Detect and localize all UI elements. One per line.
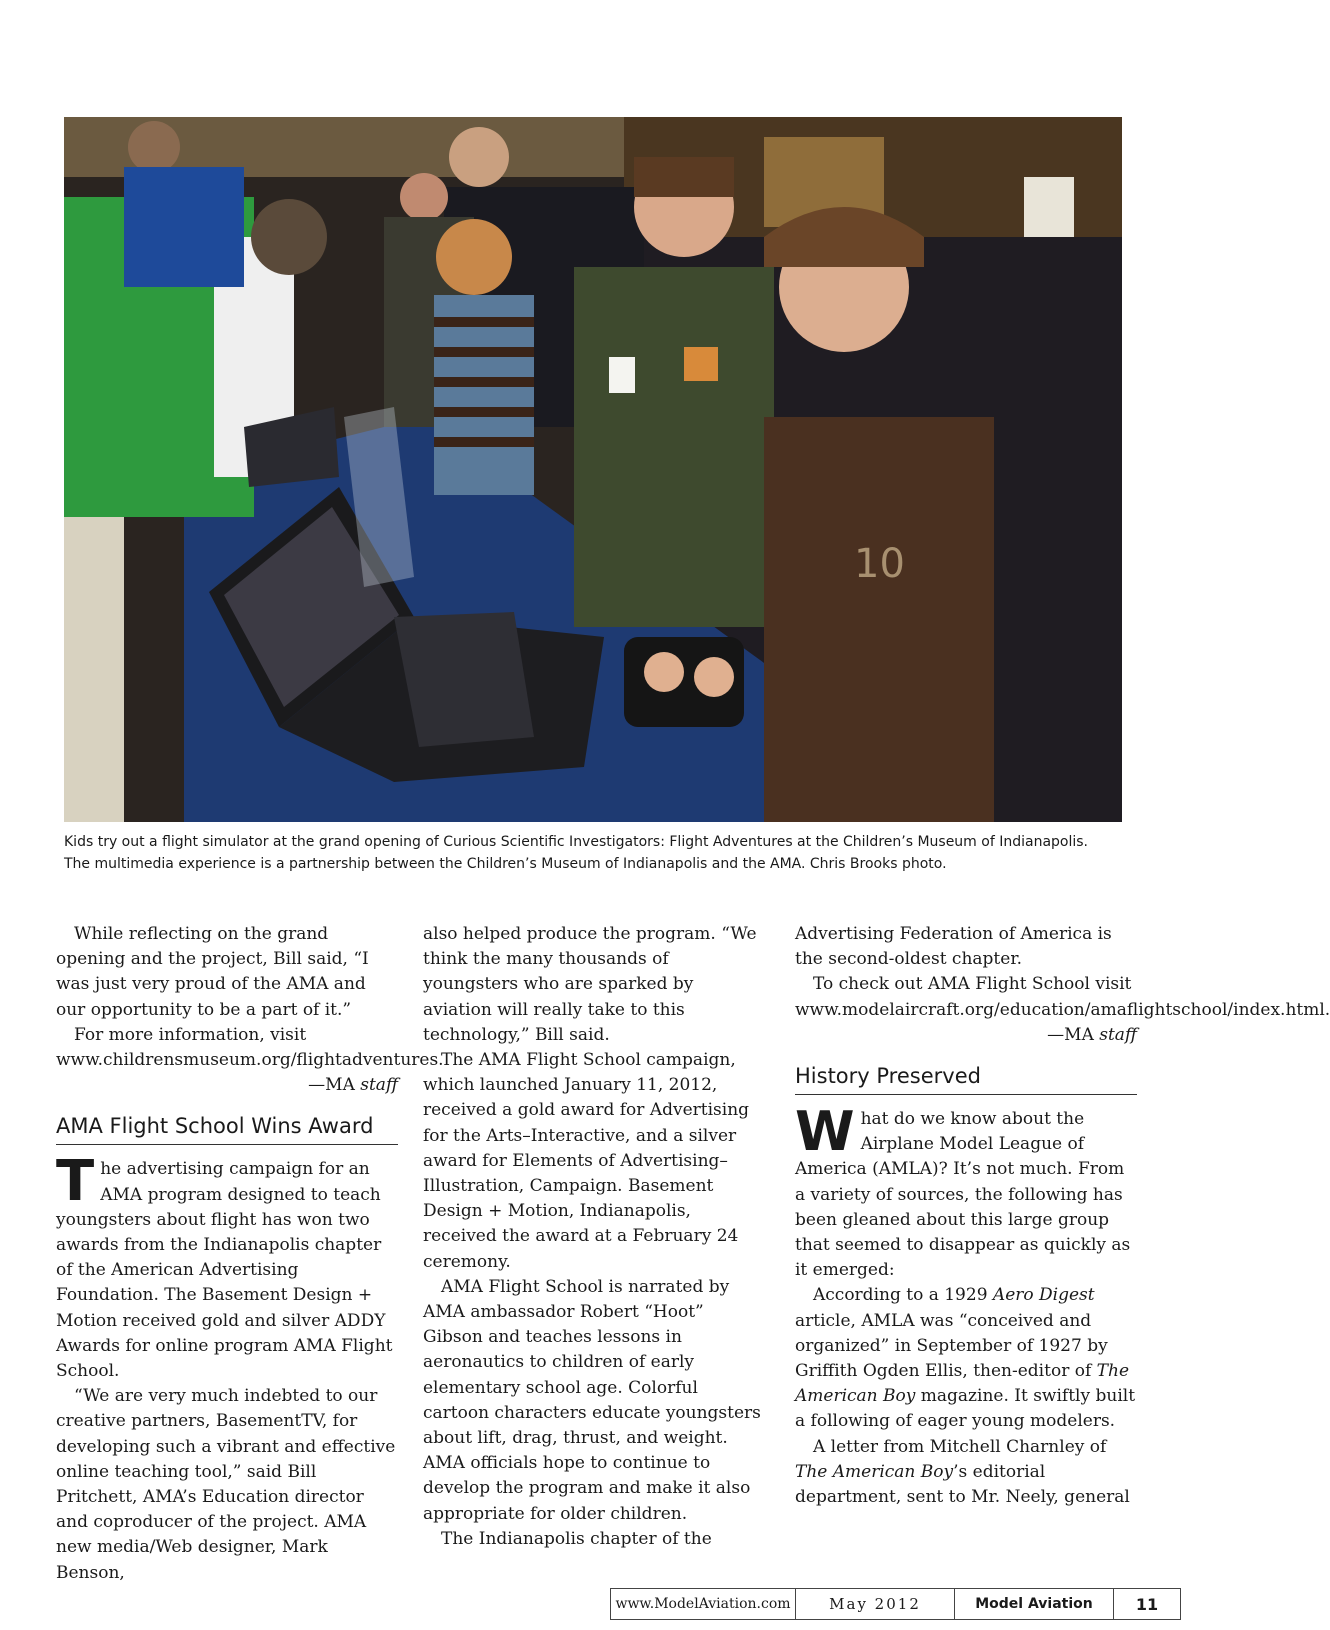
col1-paragraph-3	[56, 1149, 398, 1384]
signature-staff: staff	[360, 1075, 398, 1096]
photo-caption	[64, 831, 1122, 875]
page-footer	[610, 1588, 1181, 1620]
column-1	[56, 922, 444, 1586]
col1-paragraph-3-text: he advertising campaign for an AMA program designed to teach youngsters about flight has won two awards from the Indianapolis chapter of the American Advertising Foundation. The Basement Design + Motion received gold and silver ADDY Awards for online program AMA Flight School.	[56, 1159, 393, 1382]
article-photo	[64, 117, 1122, 822]
publication-title: The American Boy	[795, 1461, 954, 1482]
col3-paragraph-2: To check out AMA Flight School visit www.modelaircraft.org/education/amaflightschool/index.html.	[795, 974, 1330, 1020]
column-3	[795, 922, 1330, 1510]
col1-signature	[56, 1073, 398, 1098]
col2-paragraph-2: The AMA Flight School campaign, which launched January 11, 2012, received a gold award for Advertising for the Arts–Interactive, and a silver award for Elements of Advertising–Illustration, Campaign. Basement Design + Motion, Indianapolis, received the award at a February 24 ceremony.	[423, 1050, 750, 1272]
col3-paragraph-3-text: hat do we know about the Airplane Model League of America (AMLA)? It’s not much. From a variety of sources, the following has been gleaned about this large group that seemed to disappear as quickly as it emerged:	[795, 1109, 1131, 1281]
heading-history-preserved: History Preserved	[795, 1062, 1137, 1095]
col3-paragraph-4	[795, 1283, 1137, 1434]
col3-paragraph-3	[795, 1100, 1137, 1283]
heading-flight-school-award: AMA Flight School Wins Award	[56, 1112, 398, 1145]
col2-paragraph-1: also helped produce the program. “We think the many thousands of youngsters who are sparked by aviation will really take to this technology,” Bill said.	[423, 924, 757, 1045]
page-number: 11	[1113, 1589, 1180, 1619]
text-run: According to a 1929	[813, 1285, 993, 1306]
caption-line-2: The multimedia experience is a partnership between the Children’s Museum of Indianapolis and the AMA. Chris Brooks photo.	[64, 856, 947, 872]
signature-dash: —MA	[308, 1075, 361, 1096]
col2-paragraph-3: AMA Flight School is narrated by AMA ambassador Robert “Hoot” Gibson and teaches lessons in aeronautics to children of early elementary school age. Colorful cartoon characters educate youngsters about lift, drag, thrust, and weight. AMA officials hope to continue to develop the program and make it also appropriate for older children.	[423, 1276, 761, 1524]
publication-title: The American Boy	[795, 1361, 1130, 1407]
caption-line-1: Kids try out a flight simulator at the grand opening of Curious Scientific Investigators: Flight Adventures at the Children’s Museum of Indianapolis.	[64, 834, 1088, 850]
col3-paragraph-1: Advertising Federation of America is the second-oldest chapter.	[795, 924, 1112, 970]
col2-paragraph-4: The Indianapolis chapter of the	[441, 1528, 712, 1549]
publication-title: Aero Digest	[992, 1285, 1095, 1306]
signature-dash: —MA	[1047, 1024, 1100, 1045]
flight-simulator-photo	[64, 117, 1122, 822]
col1-paragraph-2: For more information, visit www.childrensmuseum.org/flightadventures.	[56, 1024, 444, 1071]
col1-paragraph-1: While reflecting on the grand opening and the project, Bill said, “I was just very proud of the AMA and our opportunity to be a part of it.”	[56, 924, 369, 1020]
footer-date: May 2012	[795, 1589, 954, 1619]
footer-url: www.ModelAviation.com	[615, 1596, 791, 1612]
text-run: ’s editorial department, sent to Mr. Neely, general	[795, 1461, 1130, 1508]
text-run: article, AMLA was “conceived and organized” in September of 1927 by Griffith Ogden Ellis, then-editor of	[795, 1310, 1108, 1382]
drop-cap-w: W	[795, 1100, 855, 1164]
footer-magazine: Model Aviation	[954, 1589, 1113, 1619]
col3-signature	[795, 1023, 1137, 1048]
signature-staff: staff	[1099, 1024, 1137, 1045]
col1-paragraph-4: “We are very much indebted to our creative partners, BasementTV, for developing such a vibrant and effective online teaching tool,” said Bill Pritchett, AMA’s Education director and coproducer of the project. AMA new media/Web designer, Mark Benson,	[56, 1386, 396, 1583]
text-run: A letter from Mitchell Charnley of	[813, 1436, 1107, 1457]
column-2	[423, 922, 765, 1552]
drop-cap-t: T	[56, 1149, 95, 1215]
col3-paragraph-5	[795, 1435, 1137, 1511]
text-run: magazine. It swiftly built a following of eager young modelers.	[795, 1386, 1136, 1432]
svg-text:10: 10	[854, 541, 905, 587]
